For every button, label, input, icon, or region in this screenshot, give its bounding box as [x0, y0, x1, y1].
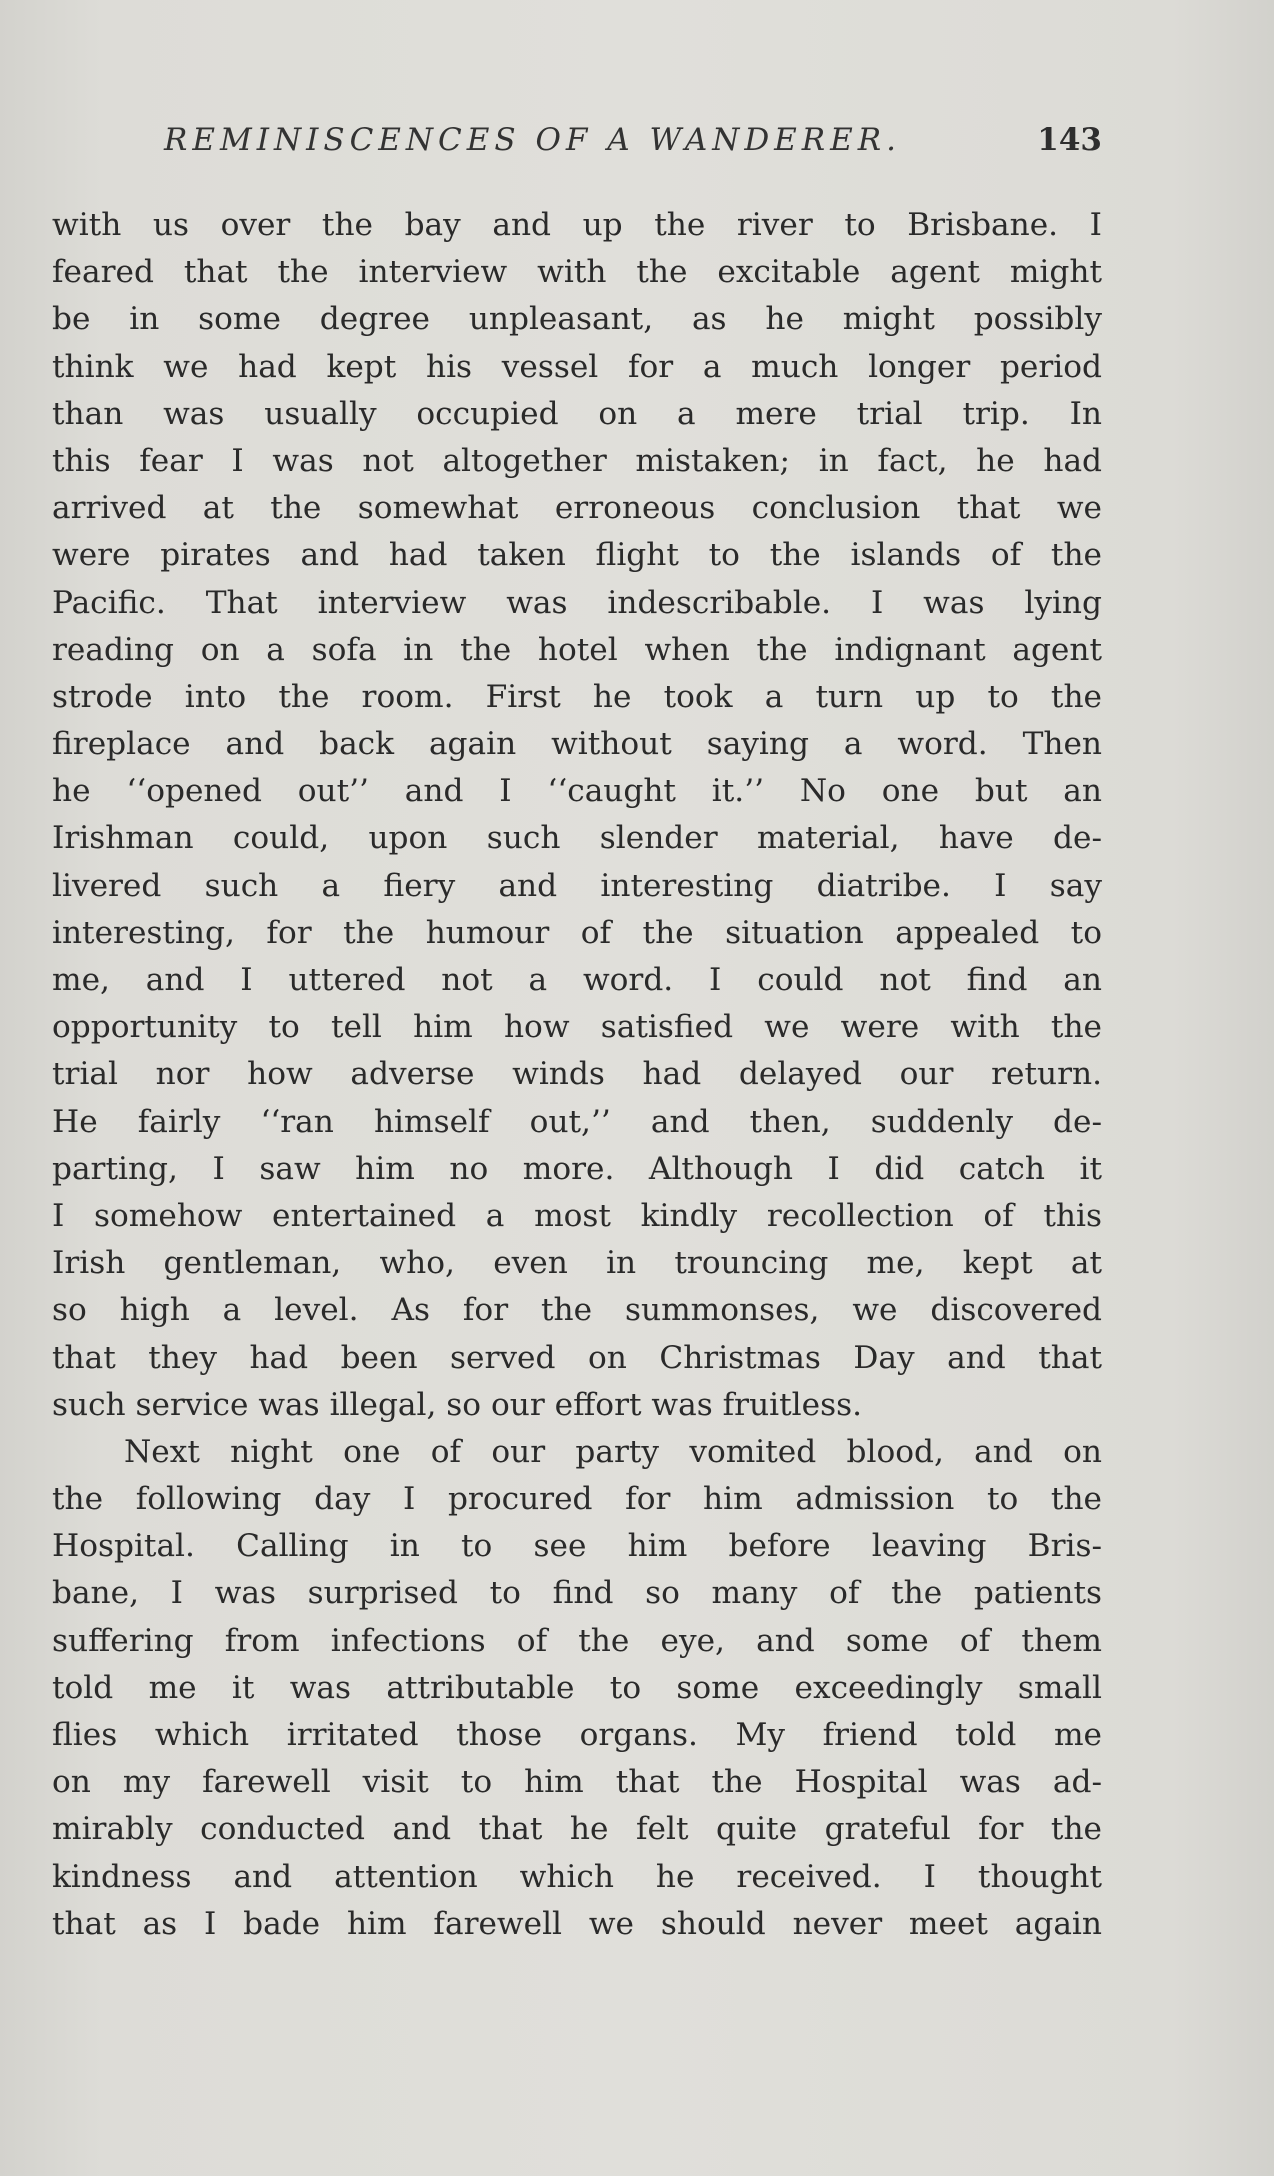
text-line: Next night one of our party vomited blood, and on: [124, 1433, 1102, 1470]
text-line: such service was illegal, so our effort was fruitless.: [52, 1386, 863, 1423]
text-line: reading on a sofa in the hotel when the indignant agent: [52, 631, 1102, 668]
text-line: He fairly ‘‘ran himself out,’’ and then, suddenly de-: [52, 1103, 1102, 1140]
text-line: fireplace and back again without saying a word. Then: [52, 726, 1102, 763]
running-title: REMINISCENCES OF A WANDERER.: [164, 122, 901, 158]
text-line: he ‘‘opened out’’ and I ‘‘caught it.’’ No one but an: [52, 773, 1102, 810]
text-line: so high a level. As for the summonses, we discovered: [52, 1292, 1102, 1329]
text-line: be in some degree unpleasant, as he might possibly: [52, 301, 1102, 338]
text-line: me, and I uttered not a word. I could not find an: [52, 962, 1102, 998]
paragraph-2: [52, 1429, 1102, 1948]
text-line: this fear I was not altogether mistaken; in fact, he had: [52, 442, 1102, 479]
text-line: trial nor how adverse winds had delayed our return.: [52, 1056, 1102, 1093]
paragraph-1: [52, 202, 1102, 1429]
text-line: that as I bade him farewell we should never meet again: [52, 1905, 1102, 1942]
text-line: Irish gentleman, who, even in trouncing me, kept at: [52, 1245, 1102, 1282]
text-line: interesting, for the humour of the situation appealed to: [52, 914, 1102, 951]
body-text: [52, 202, 1102, 1948]
text-line: the following day I procured for him admission to the: [52, 1481, 1102, 1518]
page-number: 143: [1037, 122, 1102, 158]
text-line: suffering from infections of the eye, and some of them: [52, 1622, 1102, 1659]
text-line: told me it was attributable to some exceedingly small: [52, 1669, 1102, 1706]
text-line: kindness and attention which he received. I thought: [52, 1858, 1102, 1895]
text-line: bane, I was surprised to find so many of the patients: [52, 1575, 1102, 1612]
text-line: think we had kept his vessel for a much longer period: [52, 348, 1102, 385]
text-line: I somehow entertained a most kindly recollection of this: [52, 1197, 1102, 1234]
text-line: opportunity to tell him how satisfied we were with the: [52, 1009, 1102, 1046]
text-line: livered such a fiery and interesting diatribe. I say: [52, 867, 1102, 904]
text-line: Pacific. That interview was indescribable. I was lying: [52, 584, 1102, 621]
text-line: arrived at the somewhat erroneous conclusion that we: [52, 490, 1102, 527]
text-line: on my farewell visit to him that the Hospital was ad-: [52, 1764, 1102, 1801]
running-head: [52, 118, 1102, 174]
text-line: Hospital. Calling in to see him before leaving Bris-: [52, 1528, 1102, 1565]
text-line: that they had been served on Christmas Day and that: [52, 1339, 1102, 1376]
text-line: were pirates and had taken flight to the islands of the: [52, 537, 1102, 574]
text-line: with us over the bay and up the river to Brisbane. I: [52, 207, 1102, 243]
text-line: mirably conducted and that he felt quite grateful for the: [52, 1811, 1102, 1848]
text-line: than was usually occupied on a mere trial trip. In: [52, 395, 1102, 432]
text-line: Irishman could, upon such slender material, have de-: [52, 820, 1102, 857]
text-line: strode into the room. First he took a turn up to the: [52, 678, 1102, 715]
text-line: feared that the interview with the excitable agent might: [52, 254, 1102, 291]
text-line: parting, I saw him no more. Although I did catch it: [52, 1150, 1102, 1187]
text-line: flies which irritated those organs. My friend told me: [52, 1717, 1102, 1753]
